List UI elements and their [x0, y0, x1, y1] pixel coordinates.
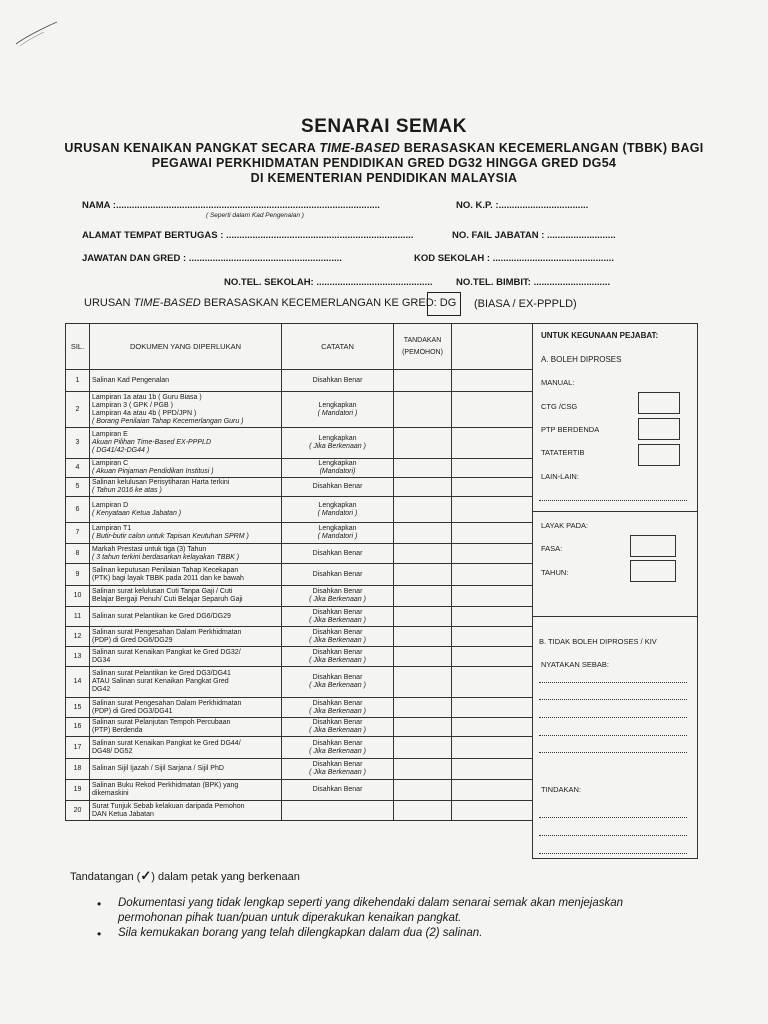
cell-dokumen	[90, 544, 282, 564]
cell-text: 15	[73, 703, 82, 711]
cell-text: Disahkan Benar	[312, 719, 363, 726]
cell-text: Disahkan Benar	[312, 739, 363, 747]
cell-sil	[66, 759, 90, 780]
cell-dokumen	[90, 459, 282, 478]
cell-tandakan-checkbox[interactable]	[394, 586, 452, 607]
note-2: Sila kemukakan borang yang telah dilengkapkan dalam dua (2) salinan.	[118, 927, 483, 939]
cell-catatan	[282, 737, 394, 759]
header-blank	[452, 324, 533, 370]
cell-italic-text: ( Jika Berkenaan )	[309, 596, 366, 603]
cell-tandakan-checkbox[interactable]	[394, 607, 452, 627]
cell-sil	[66, 497, 90, 523]
cell-blank	[452, 544, 533, 564]
table-row	[66, 428, 533, 459]
cell-tandakan-checkbox[interactable]	[394, 564, 452, 586]
no-kp-field[interactable]: NO. K.P. :..................................	[456, 200, 589, 211]
manual-label: MANUAL:	[541, 378, 575, 387]
sebab-line[interactable]	[539, 682, 687, 683]
office-title: UNTUK KEGUNAAN PEJABAT:	[541, 331, 659, 340]
cell-tandakan-checkbox[interactable]	[394, 392, 452, 428]
cell-sil	[66, 478, 90, 497]
table-row	[66, 564, 533, 586]
cell-tandakan-checkbox[interactable]	[394, 698, 452, 718]
cell-tandakan-checkbox[interactable]	[394, 737, 452, 759]
no-fail-field[interactable]: NO. FAIL JABATAN : ..........................	[452, 230, 616, 241]
cell-catatan	[282, 497, 394, 523]
cell-text: 12	[73, 632, 82, 640]
cell-text: Salinan Sijil Ijazah / Sijil Sarjana / Sijil PhD	[92, 765, 224, 772]
cell-tandakan-checkbox[interactable]	[394, 497, 452, 523]
cell-blank	[452, 428, 533, 459]
tahun-label: TAHUN:	[541, 568, 569, 577]
cell-text: Disahkan Benar	[312, 761, 363, 768]
sebab-line[interactable]	[539, 735, 687, 736]
cell-catatan	[282, 478, 394, 497]
table-row	[66, 780, 533, 801]
cell-text: Disahkan Benar	[312, 376, 363, 384]
table-row	[66, 737, 533, 759]
table-row	[66, 370, 533, 392]
cell-tandakan-checkbox[interactable]	[394, 627, 452, 647]
cell-sil	[66, 459, 90, 478]
cell-text: Lengkapkan	[318, 460, 357, 467]
cell-text: 14	[73, 678, 82, 685]
ptp-box[interactable]	[638, 418, 680, 440]
cell-dokumen	[90, 718, 282, 737]
cell-blank	[452, 478, 533, 497]
cell-text: Salinan surat Pelantikan ke Gred DG3/DG41 ATAU Salinan surat Kenaikan Pangkat Gred DG42	[92, 670, 231, 693]
ctg-label: CTG /CSG	[541, 402, 578, 411]
cell-text: 9	[75, 570, 80, 578]
cell-text: 20	[73, 806, 82, 814]
cell-dokumen	[90, 667, 282, 698]
cell-catatan	[282, 564, 394, 586]
cell-tandakan-checkbox[interactable]	[394, 801, 452, 821]
note-1-line-1: Dokumentasi yang tidak lengkap seperti yang dikehendaki dalam senarai semak akan menjejaskan	[118, 897, 624, 909]
form-subtitle-line-3: DI KEMENTERIAN PENDIDIKAN MALAYSIA	[250, 171, 518, 185]
cell-italic-text: ( Kenyataan Ketua Jabatan )	[92, 509, 182, 517]
cell-text: Disahkan Benar	[312, 483, 363, 490]
cell-catatan	[282, 392, 394, 428]
cell-italic-text: Akuan Pilihan Time-Based EX-PPPLD ( DG41/42-DG44 )	[92, 439, 211, 454]
tindakan-label: TINDAKAN:	[541, 785, 582, 794]
ctg-box[interactable]	[638, 392, 680, 414]
cell-dokumen	[90, 759, 282, 780]
notel-sekolah-field[interactable]: NO.TEL. SEKOLAH: ............................................	[224, 277, 433, 288]
cell-text: Disahkan Benar	[312, 628, 363, 636]
bullet-icon: •	[97, 897, 102, 911]
biasa-ex-ppld-option[interactable]: (BIASA / EX-PPPLD)	[474, 298, 577, 310]
handwritten-mark	[14, 20, 59, 48]
lain-label: LAIN-LAIN:	[541, 472, 579, 481]
document-table	[65, 323, 533, 821]
cell-tandakan-checkbox[interactable]	[394, 647, 452, 667]
table-row	[66, 759, 533, 780]
table-row	[66, 392, 533, 428]
cell-text: Disahkan Benar	[312, 608, 363, 616]
cell-catatan	[282, 718, 394, 737]
cell-italic-text: ( Jika Berkenaan )	[309, 636, 366, 644]
jawatan-field[interactable]: JAWATAN DAN GRED : ..........................................................	[82, 253, 342, 264]
cell-blank	[452, 627, 533, 647]
cell-sil	[66, 627, 90, 647]
cell-tandakan-checkbox[interactable]	[394, 759, 452, 780]
cell-dokumen	[90, 647, 282, 667]
tindakan-line[interactable]	[539, 817, 687, 818]
header-dokumen: DOKUMEN YANG DIPERLUKAN	[90, 324, 282, 370]
cell-text: Lampiran C	[92, 460, 129, 467]
tahun-box[interactable]	[630, 560, 676, 582]
cell-sil	[66, 564, 90, 586]
cell-text: 7	[75, 529, 80, 536]
tatatertib-label: TATATERTIB	[541, 448, 585, 457]
kod-sekolah-field[interactable]: KOD SEKOLAH : ..............................................	[414, 253, 615, 264]
table-row	[66, 544, 533, 564]
cell-blank	[452, 801, 533, 821]
cell-text: Salinan surat Pelantikan ke Gred DG6/DG29	[92, 612, 231, 620]
cell-text: Salinan surat Kenaikan Pangkat ke Gred DG32/ DG34	[92, 648, 241, 664]
office-divider	[533, 616, 697, 617]
nama-hint: ( Seperti dalam Kad Pengenalan )	[206, 212, 304, 219]
cell-italic-text: ( Jika Berkenaan )	[309, 727, 366, 734]
cell-text: Salinan Kad Pengenalan	[92, 376, 170, 384]
cell-text: Markah Prestasi untuk tiga (3) Tahun	[92, 545, 207, 553]
cell-italic-text: ( Jika Berkenaan )	[309, 616, 366, 624]
office-divider	[533, 511, 697, 512]
cell-text: Lengkapkan	[318, 401, 357, 409]
table-row	[66, 627, 533, 647]
cell-text: 5	[75, 483, 80, 490]
cell-blank	[452, 737, 533, 759]
cell-italic-text: ( Mandatori )	[317, 509, 358, 517]
cell-italic-text: (Mandatori)	[319, 468, 356, 475]
cell-italic-text: ( Jika Berkenaan )	[309, 707, 366, 715]
cell-text: Disahkan Benar	[312, 549, 363, 557]
cell-sil	[66, 801, 90, 821]
cell-text: 8	[75, 549, 80, 557]
table-row	[66, 523, 533, 544]
cell-dokumen	[90, 737, 282, 759]
sebab-line[interactable]	[539, 752, 687, 753]
urusan-line: URUSAN TIME-BASED BERASASKAN KECEMERLANGAN KE GRED: DG	[84, 297, 457, 309]
cell-catatan	[282, 759, 394, 780]
table-header-row	[66, 324, 533, 370]
cell-dokumen	[90, 564, 282, 586]
cell-italic-text: ( Jika Berkenaan )	[309, 747, 366, 755]
cell-text: 17	[73, 743, 82, 751]
bullet-icon: •	[97, 927, 102, 941]
cell-tandakan-checkbox[interactable]	[394, 718, 452, 737]
cell-text: Salinan surat Pelanjutan Tempoh Percubaan (PTP) Berdenda	[92, 719, 231, 734]
cell-text: Disahkan Benar	[312, 699, 363, 707]
ptp-label: PTP BERDENDA	[541, 425, 600, 434]
cell-text: 16	[73, 723, 82, 730]
cell-text: Lengkapkan	[318, 501, 357, 509]
cell-text: Surat Tunjuk Sebab kelakuan daripada Pemohon DAN Ketua Jabatan	[92, 802, 245, 818]
fasa-box[interactable]	[630, 535, 676, 557]
cell-dokumen	[90, 586, 282, 607]
cell-italic-text: ( 3 tahun terkini berdasarkan kelayakan TBBK )	[92, 553, 240, 561]
cell-catatan	[282, 428, 394, 459]
nama-field[interactable]: NAMA :....................................................................................................	[82, 200, 380, 211]
cell-sil	[66, 647, 90, 667]
cell-dokumen	[90, 497, 282, 523]
table-row	[66, 478, 533, 497]
cell-text: 11	[73, 612, 82, 620]
notel-bimbit-field[interactable]: NO.TEL. BIMBIT: .............................	[456, 277, 611, 288]
cell-dokumen	[90, 392, 282, 428]
cell-text: Lampiran D	[92, 501, 129, 509]
cell-catatan	[282, 459, 394, 478]
cell-text: Salinan keputusan Penilaian Tahap Kecekapan (PTK) bagi layak TBBK pada 2011 dan ke bawah	[92, 566, 244, 582]
cell-italic-text: ( Jika Berkenaan )	[309, 769, 366, 776]
cell-catatan	[282, 627, 394, 647]
cell-sil	[66, 428, 90, 459]
table-row	[66, 698, 533, 718]
cell-blank	[452, 607, 533, 627]
header-sil: SIL.	[66, 324, 90, 370]
tidak-diproses-label: B. TIDAK BOLEH DIPROSES / KIV	[539, 637, 657, 646]
tindakan-line[interactable]	[539, 835, 687, 836]
cell-blank	[452, 667, 533, 698]
cell-sil	[66, 607, 90, 627]
cell-blank	[452, 586, 533, 607]
cell-italic-text: ( Akuan Pinjaman Pendidikan Institusi )	[92, 468, 214, 475]
cell-catatan	[282, 586, 394, 607]
cell-text: Salinan kelulusan Perisytiharan Harta terkini	[92, 479, 230, 486]
cell-text: 3	[75, 439, 80, 446]
cell-dokumen	[90, 478, 282, 497]
table-row	[66, 586, 533, 607]
cell-text: Lampiran T1	[92, 525, 132, 532]
cell-text: Disahkan Benar	[312, 588, 363, 595]
cell-catatan	[282, 370, 394, 392]
cell-dokumen	[90, 523, 282, 544]
table-row	[66, 497, 533, 523]
cell-italic-text: ( Tahun 2016 ke atas )	[92, 487, 162, 494]
cell-sil	[66, 523, 90, 544]
cell-text: Salinan surat kelulusan Cuti Tanpa Gaji / Cuti Belajar Bergaji Penuh/ Cuti Belajar Separuh Gaji	[92, 588, 243, 603]
form-title: SENARAI SEMAK	[301, 116, 467, 137]
cell-tandakan-checkbox[interactable]	[394, 667, 452, 698]
cell-text: Salinan surat Kenaikan Pangkat ke Gred DG44/ DG48/ DG52	[92, 739, 241, 755]
cell-text: Salinan surat Pengesahan Dalam Perkhidmatan (PDP) di Gred DG3/DG41	[92, 699, 242, 715]
cell-catatan	[282, 667, 394, 698]
cell-tandakan-checkbox[interactable]	[394, 780, 452, 801]
cell-dokumen	[90, 698, 282, 718]
cell-blank	[452, 459, 533, 478]
sebab-line[interactable]	[539, 717, 687, 718]
cell-text: Disahkan Benar	[312, 674, 363, 681]
cell-sil	[66, 737, 90, 759]
cell-text: Disahkan Benar	[312, 570, 363, 578]
cell-catatan	[282, 698, 394, 718]
cell-catatan	[282, 544, 394, 564]
cell-blank	[452, 497, 533, 523]
cell-text: Lampiran 1a atau 1b ( Guru Biasa ) Lampiran 3 ( GPK / PGB ) Lampiran 4a atau 4b ( PPD/JPN )	[92, 393, 202, 417]
cell-sil	[66, 698, 90, 718]
alamat-field[interactable]: ALAMAT TEMPAT BERTUGAS : .......................................................................	[82, 230, 414, 241]
cell-tandakan-checkbox[interactable]	[394, 428, 452, 459]
cell-text: Lengkapkan	[318, 435, 357, 442]
cell-blank	[452, 698, 533, 718]
cell-italic-text: ( Borang Penilaian Tahap Kecemerlangan Guru )	[92, 417, 244, 425]
fasa-label: FASA:	[541, 544, 563, 553]
cell-italic-text: ( Jika Berkenaan )	[309, 656, 366, 664]
cell-tandakan-checkbox[interactable]	[394, 544, 452, 564]
cell-dokumen	[90, 627, 282, 647]
check-icon: ✓	[140, 868, 152, 883]
nyatakan-label: NYATAKAN SEBAB:	[541, 660, 609, 669]
cell-dokumen	[90, 428, 282, 459]
cell-italic-text: ( Butir-butir calon untuk Tapisan Keutuhan SPRM )	[92, 533, 249, 540]
cell-blank	[452, 564, 533, 586]
cell-tandakan-checkbox[interactable]	[394, 459, 452, 478]
tatatertib-box[interactable]	[638, 444, 680, 466]
header-catatan: CATATAN	[282, 324, 394, 370]
cell-text: Salinan surat Pengesahan Dalam Perkhidmatan (PDP) di Gred DG6/DG29	[92, 628, 242, 644]
cell-sil	[66, 667, 90, 698]
sebab-line[interactable]	[539, 699, 687, 700]
cell-text: Salinan Buku Rekod Perkhidmatan (BPK) yang dikemaskini	[92, 782, 239, 797]
header-tandakan: TANDAKAN (PEMOHON)	[394, 324, 452, 370]
table-row	[66, 801, 533, 821]
cell-italic-text: ( Jika Berkenaan )	[309, 682, 366, 689]
form-subtitle-line-2: PEGAWAI PERKHIDMATAN PENDIDIKAN GRED DG32 HINGGA GRED DG54	[151, 156, 617, 170]
cell-blank	[452, 523, 533, 544]
form-subtitle-line-1: URUSAN KENAIKAN PANGKAT SECARA TIME-BASED BERASASKAN KECEMERLANGAN (TBBK) BAGI	[64, 141, 704, 155]
cell-catatan	[282, 647, 394, 667]
gred-input-box[interactable]	[427, 292, 461, 316]
cell-blank	[452, 780, 533, 801]
cell-catatan	[282, 607, 394, 627]
cell-text: 1	[75, 376, 80, 384]
table-row	[66, 459, 533, 478]
cell-italic-text: ( Mandatori )	[317, 533, 358, 540]
cell-text: 13	[73, 652, 82, 660]
cell-dokumen	[90, 607, 282, 627]
cell-blank	[452, 647, 533, 667]
cell-blank	[452, 370, 533, 392]
cell-tandakan-checkbox[interactable]	[394, 523, 452, 544]
table-row	[66, 667, 533, 698]
cell-tandakan-checkbox[interactable]	[394, 370, 452, 392]
lain-dotted-line[interactable]	[539, 500, 687, 501]
table-row	[66, 607, 533, 627]
cell-catatan	[282, 801, 394, 821]
cell-sil	[66, 370, 90, 392]
cell-sil	[66, 718, 90, 737]
table-row	[66, 647, 533, 667]
cell-blank	[452, 718, 533, 737]
cell-sil	[66, 780, 90, 801]
cell-text: Disahkan Benar	[312, 648, 363, 656]
table-row	[66, 718, 533, 737]
tandatangan-instruction: Tandatangan (✓) dalam petak yang berkenaan	[70, 868, 300, 883]
cell-catatan	[282, 523, 394, 544]
note-1-line-2: permohonan pihak tuan/puan untuk diperakukan kenaikan pangkat.	[118, 912, 462, 924]
cell-text: 19	[73, 786, 82, 793]
tindakan-line[interactable]	[539, 853, 687, 854]
cell-text: Disahkan Benar	[312, 786, 363, 793]
boleh-diproses-label: A. BOLEH DIPROSES	[541, 355, 622, 364]
cell-tandakan-checkbox[interactable]	[394, 478, 452, 497]
cell-text: 6	[75, 505, 80, 513]
cell-text: 2	[75, 405, 80, 413]
office-use-panel	[532, 323, 698, 859]
cell-dokumen	[90, 780, 282, 801]
cell-text: Lampiran E	[92, 431, 128, 438]
cell-dokumen	[90, 370, 282, 392]
cell-sil	[66, 544, 90, 564]
layak-label: LAYAK PADA:	[541, 521, 589, 530]
cell-blank	[452, 392, 533, 428]
cell-text: Lengkapkan	[318, 525, 357, 532]
cell-text: 18	[73, 765, 82, 772]
cell-dokumen	[90, 801, 282, 821]
cell-text: 4	[75, 464, 80, 471]
cell-italic-text: ( Mandatori )	[317, 409, 358, 417]
cell-text: 10	[73, 592, 82, 599]
cell-sil	[66, 586, 90, 607]
cell-italic-text: ( Jika Berkenaan )	[309, 443, 366, 450]
cell-blank	[452, 759, 533, 780]
cell-catatan	[282, 780, 394, 801]
cell-sil	[66, 392, 90, 428]
